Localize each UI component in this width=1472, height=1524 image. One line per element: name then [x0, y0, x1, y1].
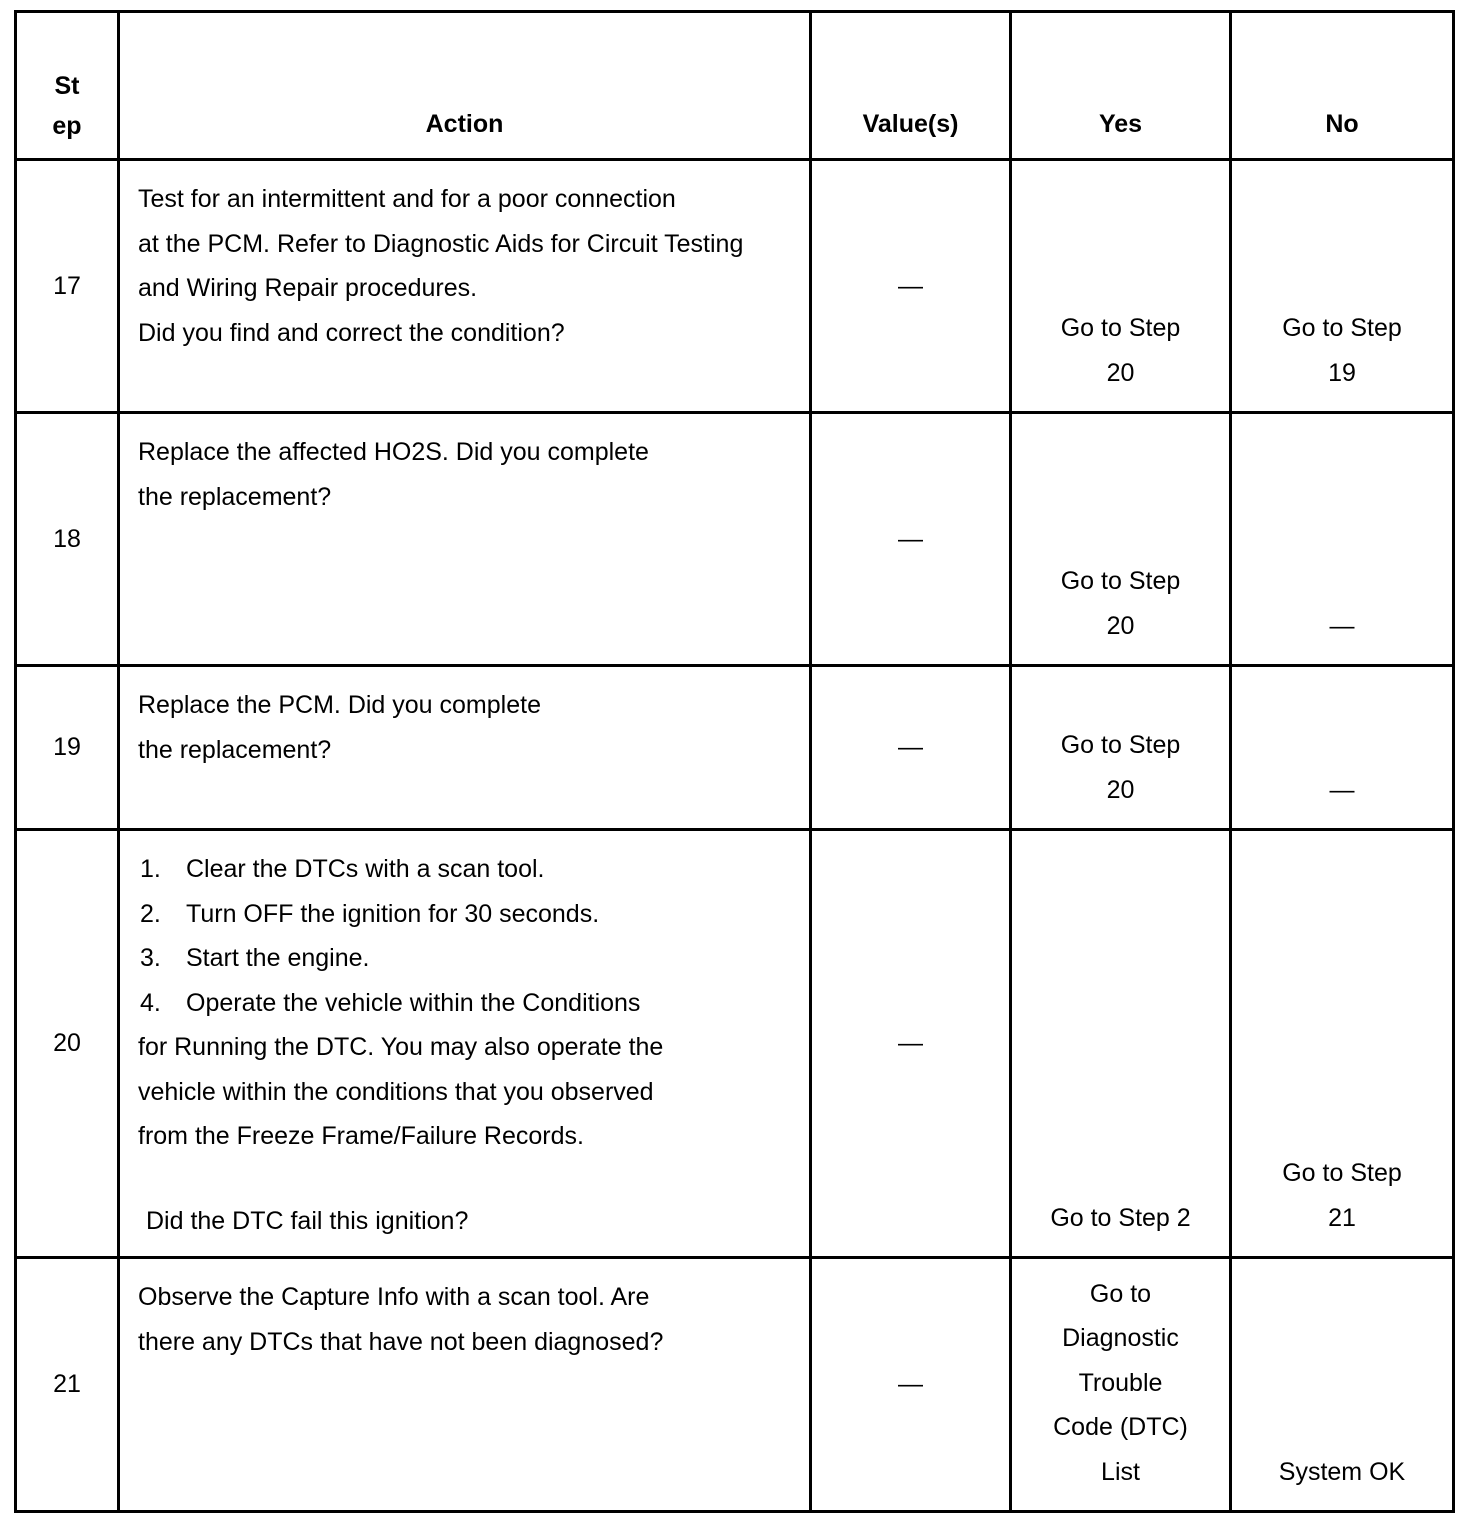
action-cell: Replace the affected HO2S. Did you complete the replacement? [119, 413, 811, 666]
header-no: No [1231, 12, 1454, 160]
header-yes: Yes [1011, 12, 1231, 160]
list-item: 1. Clear the DTCs with a scan tool. [140, 855, 545, 883]
table-row [16, 160, 1454, 413]
action-cell: Test for an intermittent and for a poor connection at the PCM. Refer to Diagnostic Aids for Circuit Testing and Wiring Repair procedures. Did you find and correct the condition? [119, 160, 811, 413]
value-cell: — [811, 830, 1011, 1258]
yes-cell: Go to Diagnostic Trouble Code (DTC) List [1011, 1258, 1231, 1512]
header-row [16, 12, 1454, 160]
no-cell: Go to Step 21 [1231, 830, 1454, 1258]
action-cell: Observe the Capture Info with a scan tool. Are there any DTCs that have not been diagnosed? [119, 1258, 811, 1512]
header-values: Value(s) [811, 12, 1011, 160]
yes-cell: Go to Step 2 [1011, 830, 1231, 1258]
value-cell: — [811, 160, 1011, 413]
step-number: 18 [16, 413, 119, 666]
table-row [16, 666, 1454, 830]
header-action: Action [119, 12, 811, 160]
step-number: 17 [16, 160, 119, 413]
list-item: 4. Operate the vehicle within the Conditions [140, 988, 641, 1017]
value-cell: — [811, 666, 1011, 830]
yes-cell: Go to Step 20 [1011, 160, 1231, 413]
table-row [16, 413, 1454, 666]
no-cell: — [1231, 413, 1454, 666]
step-number: 19 [16, 666, 119, 830]
yes-cell: Go to Step 20 [1011, 666, 1231, 830]
value-cell: — [811, 413, 1011, 666]
no-cell: System OK [1231, 1258, 1454, 1512]
no-cell: Go to Step 19 [1231, 160, 1454, 413]
yes-cell: Go to Step 20 [1011, 413, 1231, 666]
table-row [16, 1258, 1454, 1512]
header-step: St ep [16, 12, 119, 160]
no-cell: — [1231, 666, 1454, 830]
step-number: 20 [16, 830, 119, 1258]
value-cell: — [811, 1258, 1011, 1512]
list-item: 2. Turn OFF the ignition for 30 seconds. [140, 899, 600, 928]
diagnostic-table [14, 10, 1455, 1513]
step-number: 21 [16, 1258, 119, 1512]
question-text: Did the DTC fail this ignition? [146, 1206, 469, 1235]
list-item: 3. Start the engine. [140, 944, 370, 972]
action-cell: 1. Clear the DTCs with a scan tool. 2. Turn OFF the ignition for 30 seconds. 3. Start the engine. 4. Operate the vehicle within the Conditions for Running the DTC. You may also operate the vehicle within the conditions that you observed from the Freeze Frame/Failure Records. Did the DTC fail this ignition? [119, 830, 811, 1258]
table-row [16, 830, 1454, 1258]
action-cell: Replace the PCM. Did you complete the replacement? [119, 666, 811, 830]
